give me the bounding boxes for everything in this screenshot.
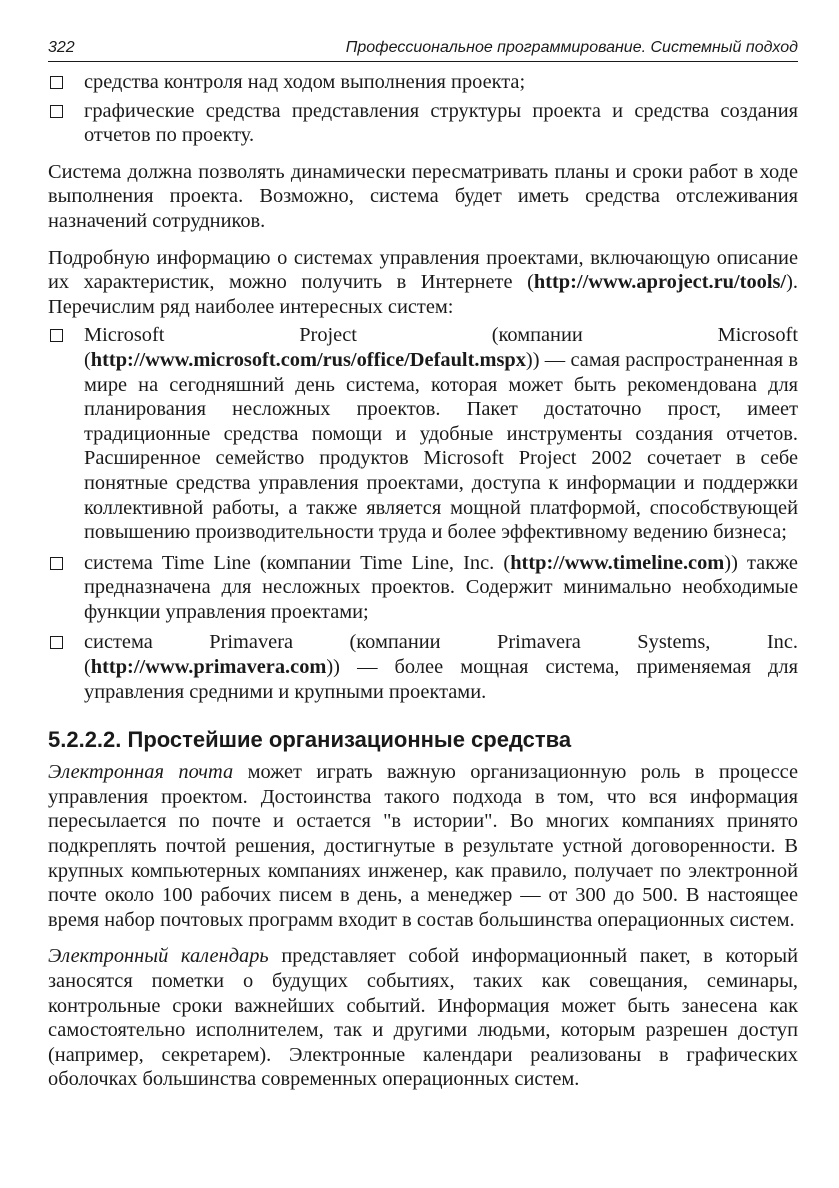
checkbox-bullet-icon [50, 557, 63, 570]
page-number: 322 [48, 39, 75, 56]
checkbox-bullet-icon [50, 105, 63, 118]
book-page [48, 38, 798, 1092]
term: Электронная почта [48, 761, 234, 784]
systems-list [48, 323, 798, 704]
paragraph: Электронная почта может играть важную организационную роль в процессе управления проектом. Достоинства такого подхода в том, что вся информация пересылается по почте и остается "в истории". Во многих компаниях принято подкреплять почтой решения, достигнутые в результате устной договоренности. В крупных компьютерных компаниях инженер, как правило, получает по электронной почте около 100 рабочих писем в день, а менеджер — от 300 до 500. В настоящее время набор почтовых программ входит в состав большинства операционных систем. [48, 761, 798, 931]
bullet-list-top [48, 70, 798, 148]
section-heading: 5.2.2.2. Простейшие организационные средства [48, 727, 572, 753]
list-item: средства контроля над ходом выполнения проекта; [48, 70, 798, 95]
paragraph: Подробную информацию о системах управления проектами, включающую описание их характеристик, можно получить в Интернете (http://www.aproject.ru/tools/). Перечислим ряд наиболее интересных систем: [48, 246, 798, 318]
list-item: графические средства представления структуры проекта и средства создания отчетов по проекту. [48, 99, 798, 148]
list-item: система Time Line (компании Time Line, Inc. (http://www.timeline.com)) также предназначена для несложных проектов. Содержит минимально необходимые функции управления проектами; [48, 551, 798, 625]
checkbox-bullet-icon [50, 636, 63, 649]
list-item: система Primavera (компании Primavera Systems, Inc. (http://www.primavera.com)) — более мощная система, применяемая для управления средними и крупными проектами. [48, 630, 798, 704]
url-link[interactable]: http://www.aproject.ru/tools/ [533, 271, 787, 294]
url-link[interactable]: http://www.microsoft.com/rus/office/Default.mspx [90, 348, 526, 371]
url-link[interactable]: http://www.timeline.com [510, 551, 725, 574]
list-item: Microsoft Project (компании Microsoft (http://www.microsoft.com/rus/office/Default.mspx)) — самая распространенная в мире на сегодняшний день система, которая может быть рекомендована для планирования несложных проектов. Пакет достаточно прост, имеет традиционные средства помощи и удобные инструменты создания отчетов. Расширенное семейство продуктов Microsoft Project 2002 сочетает в себе понятные средства управления проектами, доступа к информации и поддержки коллективной работы, а также является мощной платформой, способствующей повышению производительности труда и более эффективному ведению бизнеса; [48, 323, 798, 544]
running-title: Профессиональное программирование. Системный подход [345, 39, 798, 56]
checkbox-bullet-icon [50, 76, 63, 89]
checkbox-bullet-icon [50, 329, 63, 342]
url-link[interactable]: http://www.primavera.com [90, 656, 327, 679]
paragraph: Электронный календарь представляет собой информационный пакет, в который заносятся пометки о будущих событиях, таких как совещания, семинары, контрольные сроки важнейших событий. Информация может быть занесена как самостоятельно исполнителем, так и другими людьми, которым разрешен доступ (например, секретарем). Электронные календари реализованы в графических оболочках большинства современных операционных систем. [48, 945, 799, 1091]
page-header [48, 38, 798, 62]
term: Электронный календарь [48, 945, 269, 968]
paragraph: Система должна позволять динамически пересматривать планы и сроки работ в ходе выполнения проекта. Возможно, система будет иметь средства отслеживания назначений сотрудников. [48, 160, 798, 232]
